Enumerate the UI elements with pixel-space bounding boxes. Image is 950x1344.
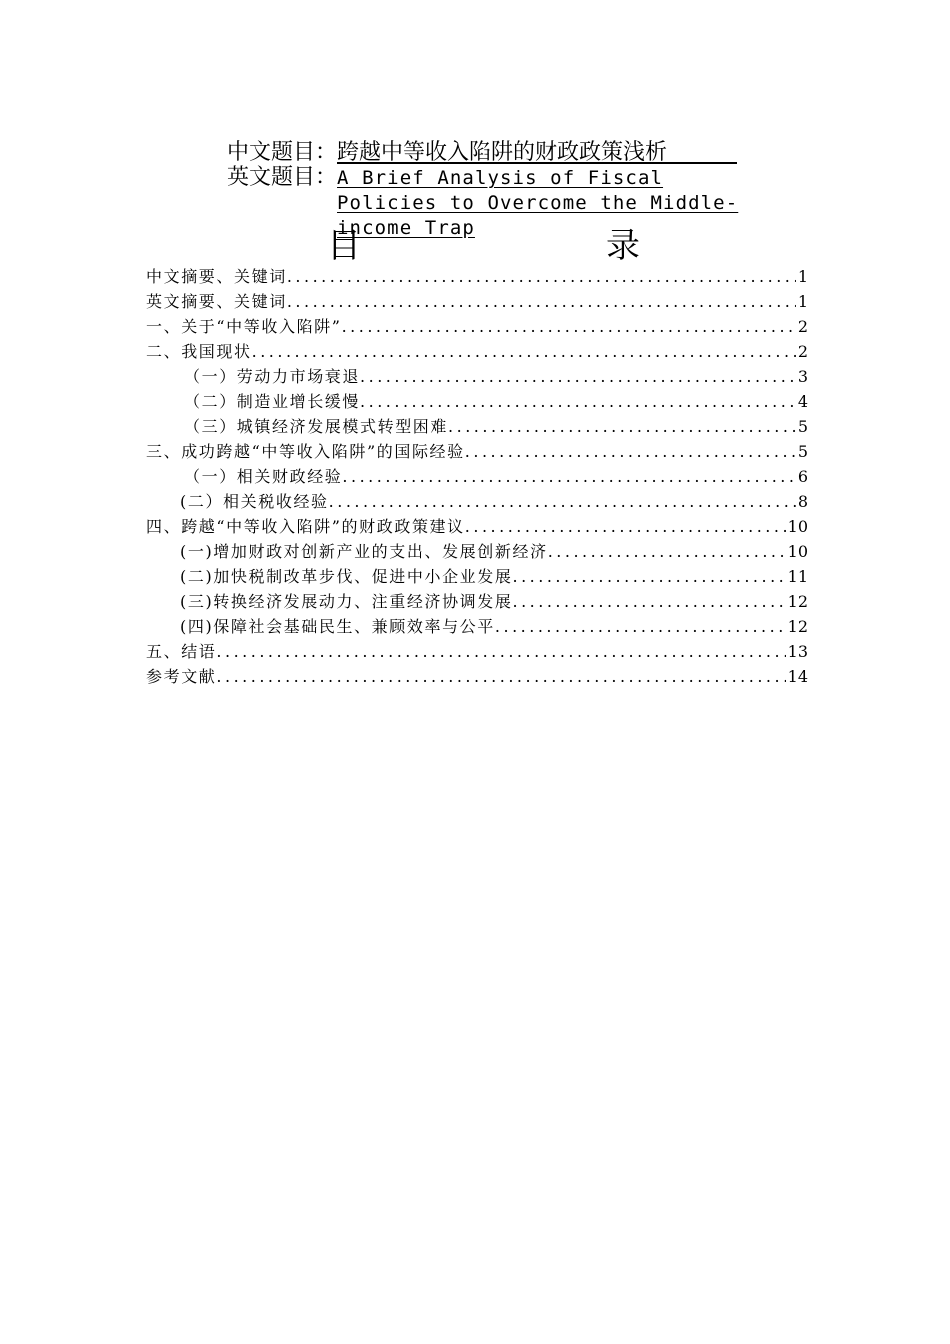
toc-entry-title: 英文摘要、关键词 <box>146 292 287 311</box>
toc-entry[interactable] <box>146 439 808 464</box>
toc-leader-dots <box>495 614 786 639</box>
toc-page-number: 14 <box>787 667 808 686</box>
toc-entry-title: (二)加快税制改革步伐、促进中小企业发展 <box>180 567 513 586</box>
toc-entry-title: 三、成功跨越“中等收入陷阱”的国际经验 <box>146 442 465 461</box>
toc-page-number: 5 <box>797 417 808 436</box>
toc-entry-title: 五、结语 <box>146 642 217 661</box>
toc-leader-dots <box>548 539 786 564</box>
toc-page-number: 12 <box>787 617 808 636</box>
chinese-title-label: 中文题目： <box>227 140 338 165</box>
toc-leader-dots <box>342 464 795 489</box>
toc-leader-dots <box>216 639 785 664</box>
toc-leader-dots <box>287 289 796 314</box>
toc-leader-dots <box>329 489 796 514</box>
toc-leader-dots <box>287 264 796 289</box>
toc-page-number: 1 <box>797 267 808 286</box>
toc-entry-title: 一、关于“中等收入陷阱” <box>146 317 342 336</box>
toc-page-number: 5 <box>797 442 808 461</box>
toc-subentry[interactable] <box>146 539 808 564</box>
table-of-contents <box>146 264 808 689</box>
toc-heading <box>0 218 950 266</box>
toc-page-number: 11 <box>787 567 808 586</box>
toc-entry-title: 二、我国现状 <box>146 342 252 361</box>
toc-subentry[interactable] <box>146 614 808 639</box>
toc-page-number: 12 <box>787 592 808 611</box>
toc-entry[interactable] <box>146 289 808 314</box>
chinese-title-row <box>227 140 787 165</box>
toc-entry-title: （三）城镇经济发展模式转型困难 <box>184 417 449 436</box>
toc-entry-title: (三)转换经济发展动力、注重经济协调发展 <box>180 592 513 611</box>
toc-entry-title: （一）相关财政经验 <box>184 467 343 486</box>
toc-entry[interactable] <box>146 339 808 364</box>
toc-subentry[interactable] <box>146 489 808 514</box>
toc-entry[interactable] <box>146 264 808 289</box>
toc-leader-dots <box>465 439 796 464</box>
toc-entry-title: (一)增加财政对创新产业的支出、发展创新经济 <box>180 542 548 561</box>
toc-leader-dots <box>360 364 796 389</box>
toc-page-number: 3 <box>797 367 808 386</box>
toc-page-number: 10 <box>787 542 808 561</box>
english-title-label: 英文题目： <box>227 165 338 190</box>
toc-subentry[interactable] <box>146 389 808 414</box>
toc-page-number: 2 <box>797 342 808 361</box>
toc-leader-dots <box>513 589 786 614</box>
english-title: A Brief Analysis of Fiscal Policies to Overcome the Middle-income Trap <box>337 167 739 239</box>
toc-entry-title: 中文摘要、关键词 <box>146 267 287 286</box>
chinese-title: 跨越中等收入陷阱的财政政策浅析 <box>337 140 668 165</box>
toc-entry-title: (四)保障社会基础民生、兼顾效率与公平 <box>180 617 495 636</box>
toc-entry[interactable] <box>146 314 808 339</box>
toc-subentry[interactable] <box>146 589 808 614</box>
toc-leader-dots <box>216 664 785 689</box>
toc-leader-dots <box>360 389 796 414</box>
toc-subentry[interactable] <box>146 364 808 389</box>
toc-entry-title: 参考文献 <box>146 667 217 686</box>
toc-leader-dots <box>342 314 796 339</box>
toc-subentry[interactable] <box>146 414 808 439</box>
toc-heading-char-2: 录 <box>606 226 640 266</box>
toc-page-number: 2 <box>797 317 808 336</box>
toc-page-number: 1 <box>797 292 808 311</box>
toc-page-number: 8 <box>797 492 808 511</box>
toc-subentry[interactable] <box>146 464 808 489</box>
toc-entry-title: （二）制造业增长缓慢 <box>184 392 361 411</box>
toc-page-number: 4 <box>797 392 808 411</box>
toc-heading-char-1: 目 <box>327 226 361 266</box>
toc-entry-title: 四、跨越“中等收入陷阱”的财政政策建议 <box>146 517 465 536</box>
toc-entry-title: (二）相关税收经验 <box>180 492 329 511</box>
toc-entry-title: （一）劳动力市场衰退 <box>184 367 361 386</box>
toc-leader-dots <box>465 514 786 539</box>
toc-entry[interactable] <box>146 514 808 539</box>
toc-page-number: 6 <box>797 467 808 486</box>
toc-leader-dots <box>252 339 796 364</box>
toc-entry[interactable] <box>146 639 808 664</box>
toc-leader-dots <box>513 564 786 589</box>
toc-page-number: 10 <box>787 517 808 536</box>
toc-subentry[interactable] <box>146 564 808 589</box>
toc-entry[interactable] <box>146 664 808 689</box>
toc-leader-dots <box>448 414 796 439</box>
toc-page-number: 13 <box>787 642 808 661</box>
